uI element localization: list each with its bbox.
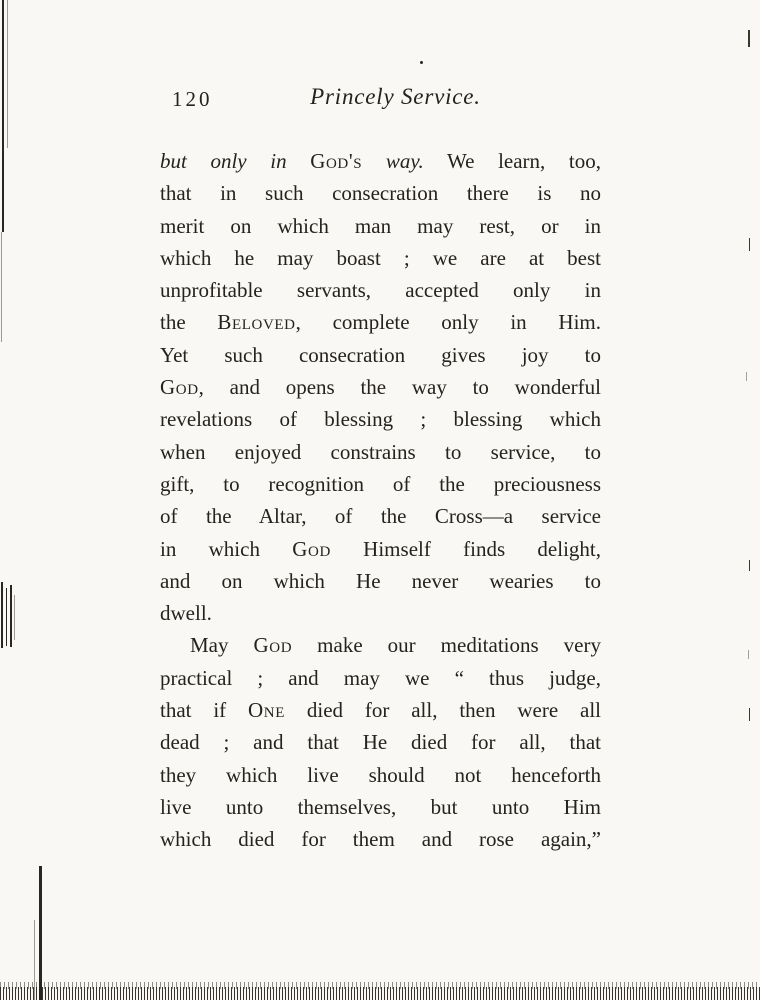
text-segment: God [253, 633, 293, 658]
scan-line-artifact [10, 585, 12, 647]
text-segment: Yet such consecration gives joy to [160, 342, 601, 367]
paragraph [160, 629, 601, 855]
text-segment: dwell. [160, 601, 212, 626]
text-line [160, 791, 601, 823]
text-line [160, 242, 601, 274]
text-segment: dead ; and that He died for all, that [160, 730, 601, 755]
text-line [160, 145, 601, 177]
edge-mark-artifact [746, 372, 747, 381]
edge-mark-artifact [749, 238, 750, 251]
text-segment: God's [310, 149, 363, 173]
scan-line-artifact [14, 595, 15, 640]
text-line [160, 565, 601, 597]
text-segment: Beloved [217, 310, 296, 335]
text-segment: that in such consecration there is no [160, 181, 601, 206]
text-segment: practical ; and may we “ thus judge, [160, 665, 601, 690]
text-segment: and on which He never wearies to [160, 568, 601, 593]
text-line [160, 726, 601, 758]
text-segment: make our meditations very [292, 633, 601, 658]
text-line [160, 823, 601, 855]
text-line [160, 694, 601, 726]
text-segment: that if [160, 698, 249, 723]
text-line [160, 500, 601, 532]
text-segment: died for all, then were all [285, 698, 601, 723]
text-segment: which he may boast ; we are at best [160, 245, 601, 270]
text-segment: live unto themselves, but unto Him [160, 794, 601, 819]
text-line [160, 371, 601, 403]
text-segment: We learn, too, [423, 149, 602, 173]
page-header [160, 84, 601, 120]
edge-mark-artifact [748, 30, 750, 47]
paragraph [160, 145, 601, 629]
text-segment: in which [160, 536, 293, 561]
edge-mark-artifact [749, 708, 750, 721]
scan-line-artifact [2, 0, 4, 232]
text-segment: the [160, 310, 218, 335]
text-segment: merit on which man may rest, or in [160, 213, 601, 238]
text-segment: God [160, 375, 199, 400]
text-segment: they which live should not henceforth [160, 762, 601, 787]
text-segment: of the Altar, of the Cross—a service [160, 504, 601, 529]
text-segment: gift, to recognition of the preciousness [160, 471, 601, 496]
text-line [160, 436, 601, 468]
text-segment: God [292, 536, 331, 561]
ink-dot-artifact [420, 61, 423, 64]
text-line [160, 274, 601, 306]
text-segment: way. [362, 149, 424, 173]
bottom-edge-hatching [0, 982, 760, 989]
text-line [160, 759, 601, 791]
text-segment: May [190, 633, 254, 658]
text-segment: revelations of blessing ; blessing which [160, 407, 601, 432]
edge-mark-artifact [749, 560, 750, 571]
edge-mark-artifact [748, 650, 749, 659]
text-segment: , and opens the way to wonderful [198, 375, 601, 400]
text-line [160, 662, 601, 694]
text-line [160, 468, 601, 500]
scan-line-artifact [1, 582, 3, 648]
text-segment: One [248, 698, 286, 723]
text-segment: unprofitable servants, accepted only in [160, 278, 601, 303]
text-segment: Himself finds delight, [330, 536, 602, 561]
text-line [160, 177, 601, 209]
text-segment: , complete only in Him. [295, 310, 601, 335]
scan-line-artifact [7, 0, 8, 148]
text-line [160, 629, 601, 661]
scan-line-artifact [6, 588, 7, 646]
text-line [160, 306, 601, 338]
running-title: Princely Service. [310, 84, 481, 109]
text-segment: but only in [160, 149, 311, 173]
text-line [160, 210, 601, 242]
text-segment: which died for them and rose again,” [160, 827, 601, 852]
scan-line-artifact [1, 232, 2, 342]
page-number: 120 [172, 87, 213, 111]
text-line [160, 533, 601, 565]
text-block [160, 145, 601, 856]
text-segment: when enjoyed constrains to service, to [160, 439, 601, 464]
scan-line-artifact [39, 866, 42, 1000]
text-line [160, 403, 601, 435]
text-line [160, 597, 601, 629]
text-line [160, 339, 601, 371]
